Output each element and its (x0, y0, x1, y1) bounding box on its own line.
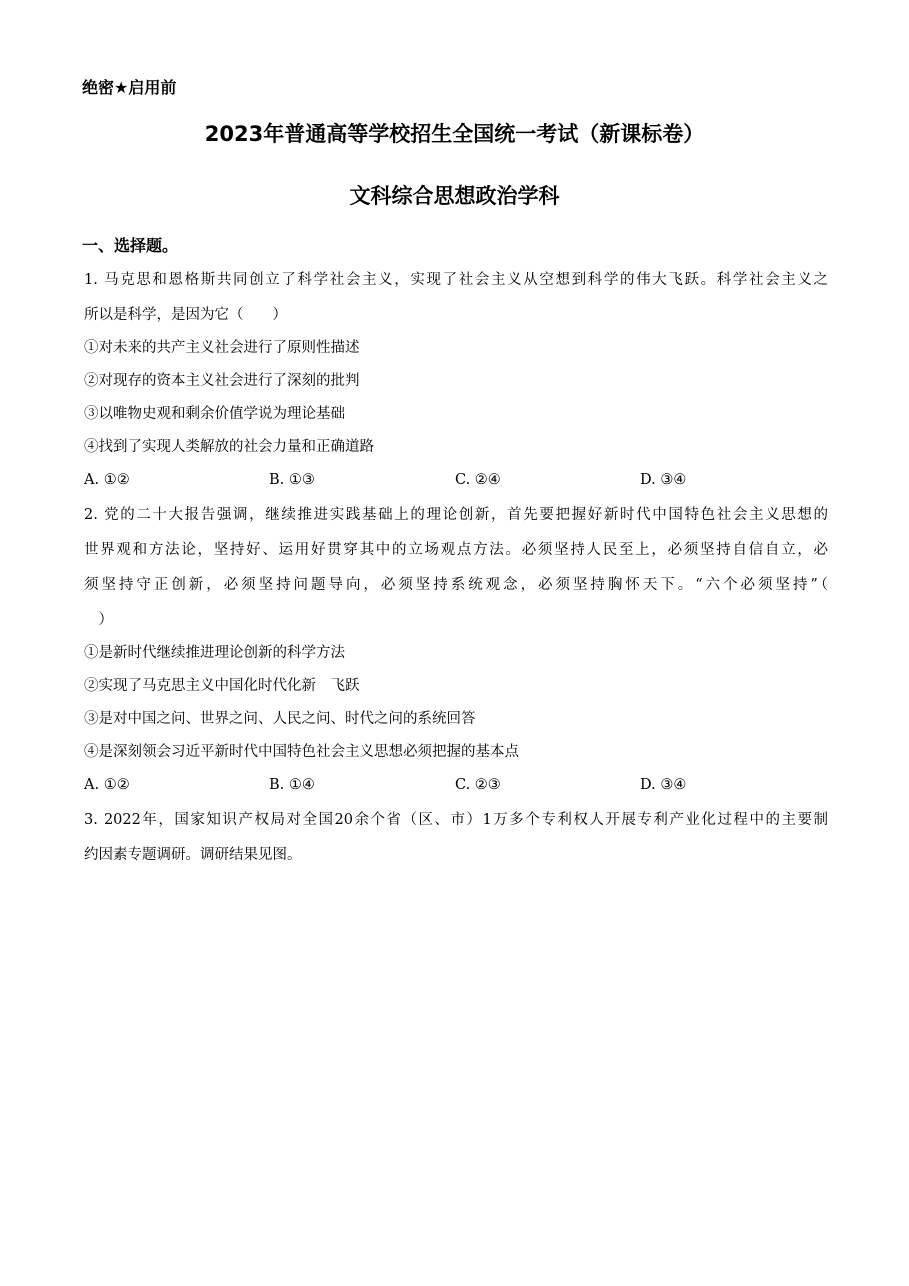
q1-choice-a[interactable]: A. ①② (84, 472, 130, 488)
exam-subtitle: 文科综合思想政治学科 (349, 184, 560, 208)
q2-choice-b[interactable]: B. ①④ (269, 777, 315, 793)
q3-stem-line-2: 约因素专题调研。调研结果见图。 (84, 847, 302, 863)
q1-choices (84, 470, 828, 490)
q1-choice-d[interactable]: D. ③④ (640, 472, 687, 488)
q2-item-3: ③是对中国之问、世界之问、人民之问、时代之问的系统回答 (84, 711, 476, 727)
q1-item-2: ②对现存的资本主义社会进行了深刻的批判 (84, 373, 360, 389)
section-heading: 一、选择题。 (82, 236, 179, 255)
q2-stem-line-1: 2. 党的二十大报告强调，继续推进实践基础上的理论创新，首先要把握好新时代中国特色社会主义思想的 (84, 507, 828, 523)
q2-item-2: ②实现了马克思主义中国化时代化新 飞跃 (84, 678, 360, 694)
q1-item-3: ③以唯物史观和剩余价值学说为理论基础 (84, 406, 345, 422)
q2-choice-d[interactable]: D. ③④ (640, 777, 687, 793)
q1-item-1: ①对未来的共产主义社会进行了原则性描述 (84, 340, 360, 356)
q1-stem-line-1: 1. 马克思和恩格斯共同创立了科学社会主义，实现了社会主义从空想到科学的伟大飞跃。科学社会主义之 (84, 272, 828, 288)
q1-item-4: ④找到了实现人类解放的社会力量和正确道路 (84, 439, 374, 455)
q2-stem-line-4: ） (84, 612, 113, 628)
q2-choices (84, 775, 828, 795)
q1-choice-c[interactable]: C. ②④ (455, 472, 501, 488)
q2-stem-line-3: 须坚持守正创新，必须坚持问题导向，必须坚持系统观念，必须坚持胸怀天下。“六个必须坚持”（ (84, 577, 828, 593)
q1-choice-b[interactable]: B. ①③ (269, 472, 315, 488)
q2-item-4: ④是深刻领会习近平新时代中国特色社会主义思想必须把握的基本点 (84, 744, 519, 760)
q2-choice-a[interactable]: A. ①② (84, 777, 130, 793)
q2-stem-line-2: 世界观和方法论，坚持好、运用好贯穿其中的立场观点方法。必须坚持人民至上，必须坚持自信自立，必 (84, 542, 828, 558)
q2-item-1: ①是新时代继续推进理论创新的科学方法 (84, 645, 345, 661)
confidential-label: 绝密★启用前 (82, 78, 177, 97)
exam-title: 2023年普通高等学校招生全国统一考试（新课标卷） (204, 122, 705, 146)
q1-stem-line-2: 所以是科学，是因为它（ ） (84, 307, 287, 323)
q3-stem-line-1: 3. 2022年，国家知识产权局对全国20余个省（区、市）1万多个专利权人开展专利产业化过程中的主要制 (84, 812, 828, 828)
q2-choice-c[interactable]: C. ②③ (455, 777, 501, 793)
